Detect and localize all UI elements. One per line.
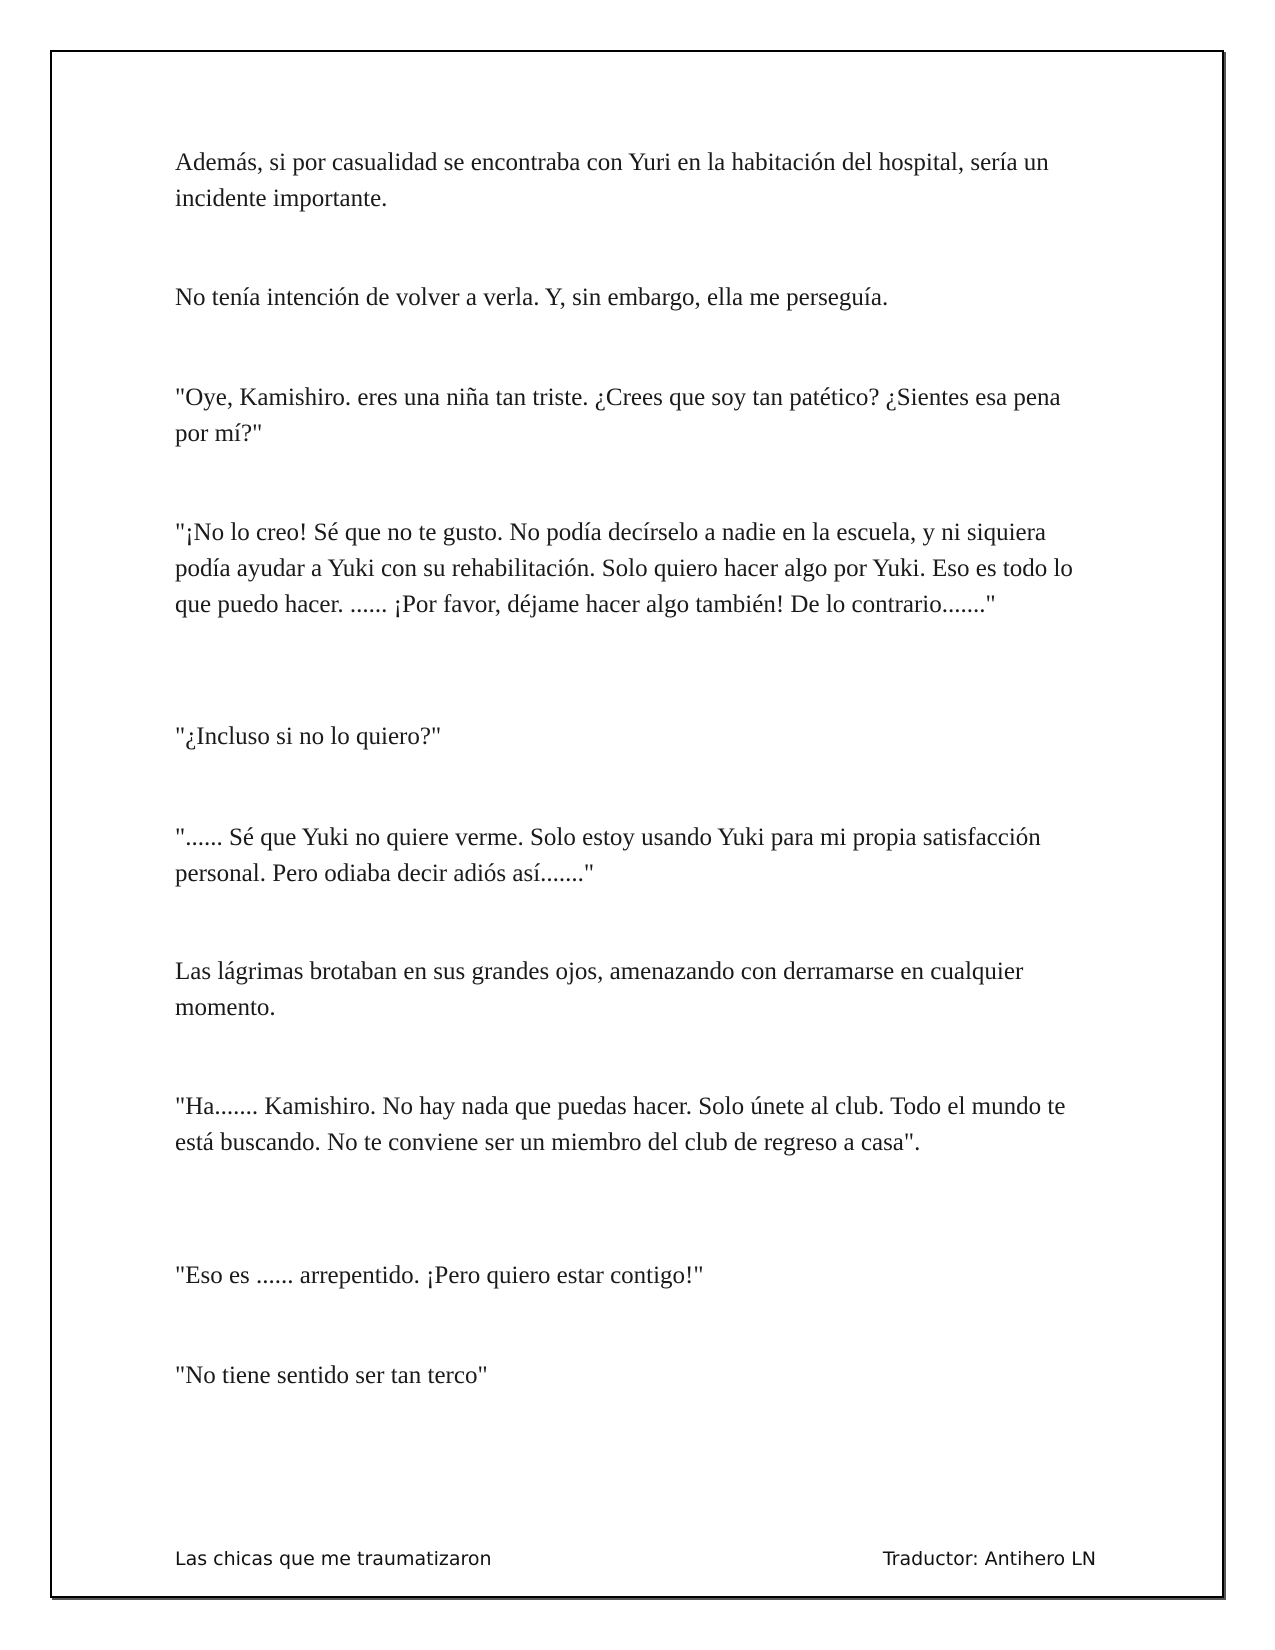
paragraph-1: Además, si por casualidad se encontraba con Yuri en la habitación del hospital, sería un incidente importante. xyxy=(175,149,1049,212)
paragraph-2: No tenía intención de volver a verla. Y, sin embargo, ella me perseguía. xyxy=(175,284,889,311)
paragraph-5: "¿Incluso si no lo quiero?" xyxy=(175,723,442,750)
paragraph-6: "...... Sé que Yuki no quiere verme. Solo estoy usando Yuki para mi propia satisfacción personal. Pero odiaba decir adiós así......." xyxy=(175,824,1041,887)
footer-translator: Traductor: Antihero LN xyxy=(882,1548,1096,1570)
paragraph-9: "Eso es ...... arrepentido. ¡Pero quiero estar contigo!" xyxy=(175,1262,704,1289)
paragraph-3: "Oye, Kamishiro. eres una niña tan triste. ¿Crees que soy tan patético? ¿Sientes esa pena por mí?" xyxy=(175,384,1061,447)
paragraph-8: "Ha....... Kamishiro. No hay nada que puedas hacer. Solo únete al club. Todo el mundo te está buscando. No te conviene ser un miembro del club de regreso a casa". xyxy=(175,1093,1066,1156)
paragraph-7: Las lágrimas brotaban en sus grandes ojos, amenazando con derramarse en cualquier momento. xyxy=(175,958,1024,1021)
paragraph-10: "No tiene sentido ser tan terco" xyxy=(175,1362,488,1389)
footer-title: Las chicas que me traumatizaron xyxy=(175,1548,492,1570)
paragraph-4: "¡No lo creo! Sé que no te gusto. No podía decírselo a nadie en la escuela, y ni siquiera podía ayudar a Yuki con su rehabilitación. Solo quiero hacer algo por Yuki. Eso es todo lo que puedo hacer. ...... ¡Por favor, déjame hacer algo también! De lo contrario......." xyxy=(175,519,1073,618)
